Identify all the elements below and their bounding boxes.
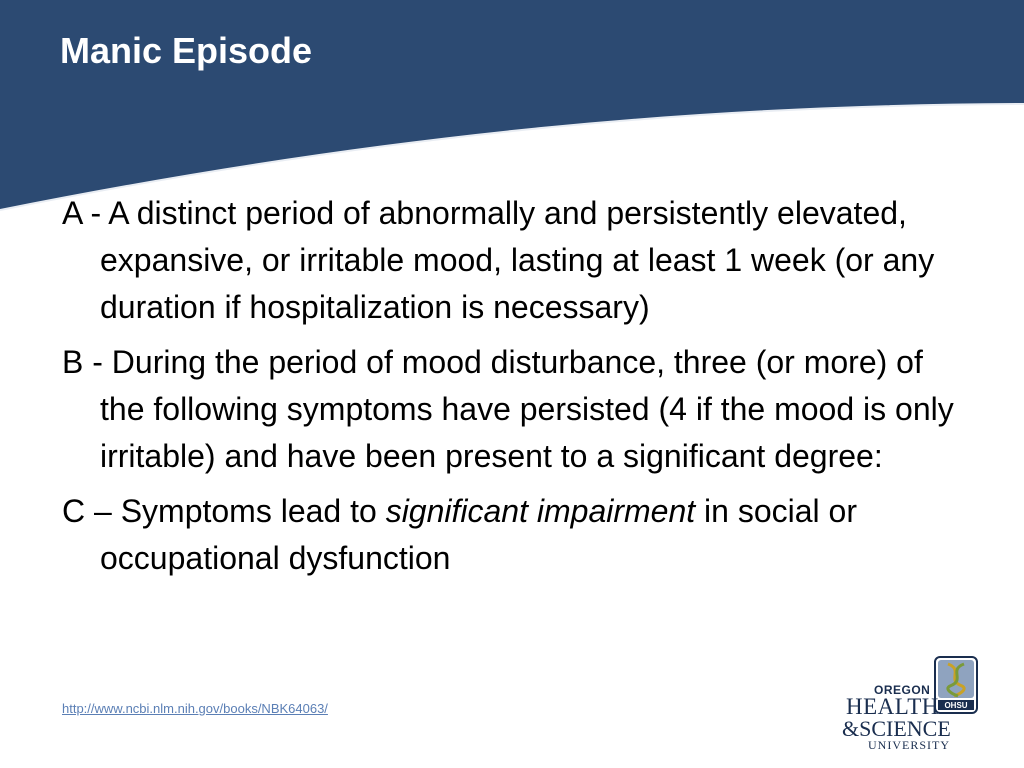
criterion-b: B - During the period of mood disturbance, three (or more) of the following symptoms have persisted (4 if the mood is only irritable) and have been present to a significant degree: (62, 344, 954, 474)
emblem-badge-text: OHSU (944, 701, 968, 710)
ohsu-emblem-icon (934, 656, 978, 714)
logo-line-health: HEALTH (846, 694, 939, 719)
criterion-c-suffix: in social or occupational dysfunction (100, 493, 857, 576)
criterion-a: A - A distinct period of abnormally and persistently elevated, expansive, or irritable mood, lasting at least 1 week (or any duration if hospitalization is necessary) (62, 195, 935, 325)
source-link[interactable]: http://www.ncbi.nlm.nih.gov/books/NBK64063/ (62, 701, 328, 716)
criteria-list (62, 190, 962, 590)
ohsu-logo (838, 656, 988, 752)
logo-line-university: UNIVERSITY (868, 738, 950, 752)
criterion-c (62, 488, 962, 582)
criterion-c-prefix: C – Symptoms lead to (62, 493, 386, 529)
criterion-c-emphasis: significant impairment (385, 493, 696, 529)
logo-line-oregon: OREGON (874, 683, 931, 697)
slide-title: Manic Episode (60, 30, 313, 71)
logo-line-science: &SCIENCE (842, 716, 951, 741)
